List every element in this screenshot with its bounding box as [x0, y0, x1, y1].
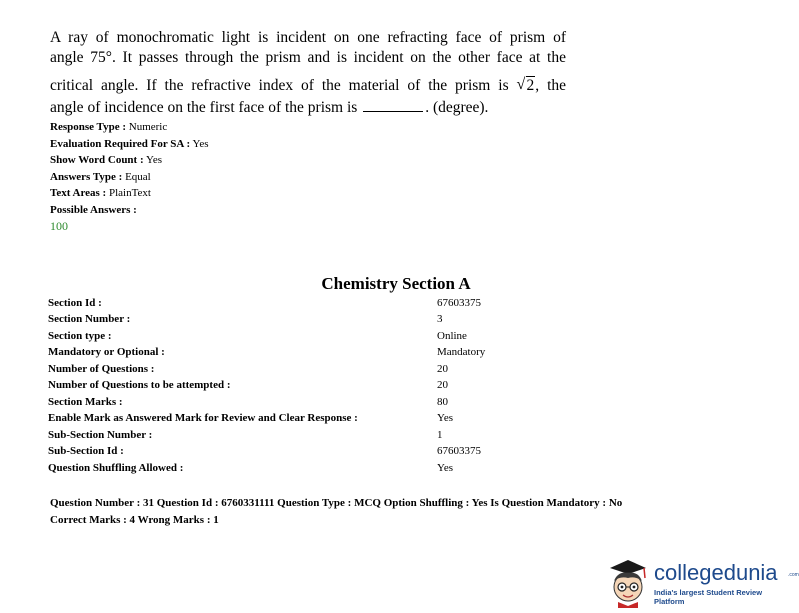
question-line-4-text: angle of incidence on the first face of the prism is [50, 99, 358, 116]
question-line-4 [50, 98, 566, 118]
mascot-icon [604, 554, 650, 608]
section-row-value: 20 [437, 379, 448, 391]
question-line-1: A ray of monochromatic light is incident on one refracting face of prism of [50, 29, 566, 46]
section-row-label: Sub-Section Id : [48, 445, 124, 457]
section-row-label: Sub-Section Number : [48, 429, 153, 441]
section-row-label: Number of Questions : [48, 363, 155, 375]
section-row-label: Section Number : [48, 313, 131, 325]
meta-possible-answers: Possible Answers : [50, 204, 137, 216]
question-line-3-tail: , the [535, 77, 567, 94]
next-question-marks: Correct Marks : 4 Wrong Marks : 1 [50, 514, 219, 526]
section-row-label: Section Marks : [48, 396, 123, 408]
question-line-2: angle 75°. It passes through the prism and is incident on the other face at the [50, 49, 566, 66]
meta-text-areas: Text Areas : PlainText [50, 187, 151, 199]
section-row-label: Number of Questions to be attempted : [48, 379, 231, 391]
section-row-value: 80 [437, 396, 448, 408]
answer-blank [363, 99, 423, 112]
section-row-value: Yes [437, 462, 454, 474]
section-row-value: 67603375 [437, 297, 481, 309]
section-row-value: Yes [437, 412, 454, 424]
section-row-value: Online [437, 330, 467, 342]
section-row-label: Section Id : [48, 297, 102, 309]
meta-show-word-count: Show Word Count : Yes [50, 154, 162, 166]
collegedunia-logo[interactable] [604, 554, 799, 608]
sqrt-expression: √ 2 [516, 76, 535, 94]
section-row-value: 67603375 [437, 445, 481, 457]
section-row-label: Section type : [48, 330, 112, 342]
meta-response-type: Response Type : Numeric [50, 121, 168, 133]
possible-answer-value: 100 [50, 219, 68, 233]
logo-name: collegedunia [654, 560, 778, 585]
question-line-4-tail: . (degree). [425, 99, 489, 116]
section-row-value: 3 [437, 313, 443, 325]
section-row-value: 1 [437, 429, 443, 441]
next-question-header: Question Number : 31 Question Id : 6760331111 Question Type : MCQ Option Shuffling : Yes Is Question Mandatory : No [50, 497, 623, 509]
question-line-3-text: critical angle. If the refractive index of the material of the prism is [50, 77, 509, 94]
question-line-3 [50, 76, 566, 96]
logo-tagline: India's largest Student Review Platform [654, 588, 763, 606]
section-row-label: Question Shuffling Allowed : [48, 462, 184, 474]
logo-suffix: .com [788, 572, 799, 578]
section-row-label: Enable Mark as Answered Mark for Review and Clear Response : [48, 412, 358, 424]
meta-answers-type: Answers Type : Equal [50, 171, 151, 183]
section-title: Chemistry Section A [321, 274, 471, 293]
section-row-value: 20 [437, 363, 448, 375]
meta-evaluation-required: Evaluation Required For SA : Yes [50, 138, 209, 150]
section-row-value: Mandatory [437, 346, 486, 358]
section-row-label: Mandatory or Optional : [48, 346, 165, 358]
